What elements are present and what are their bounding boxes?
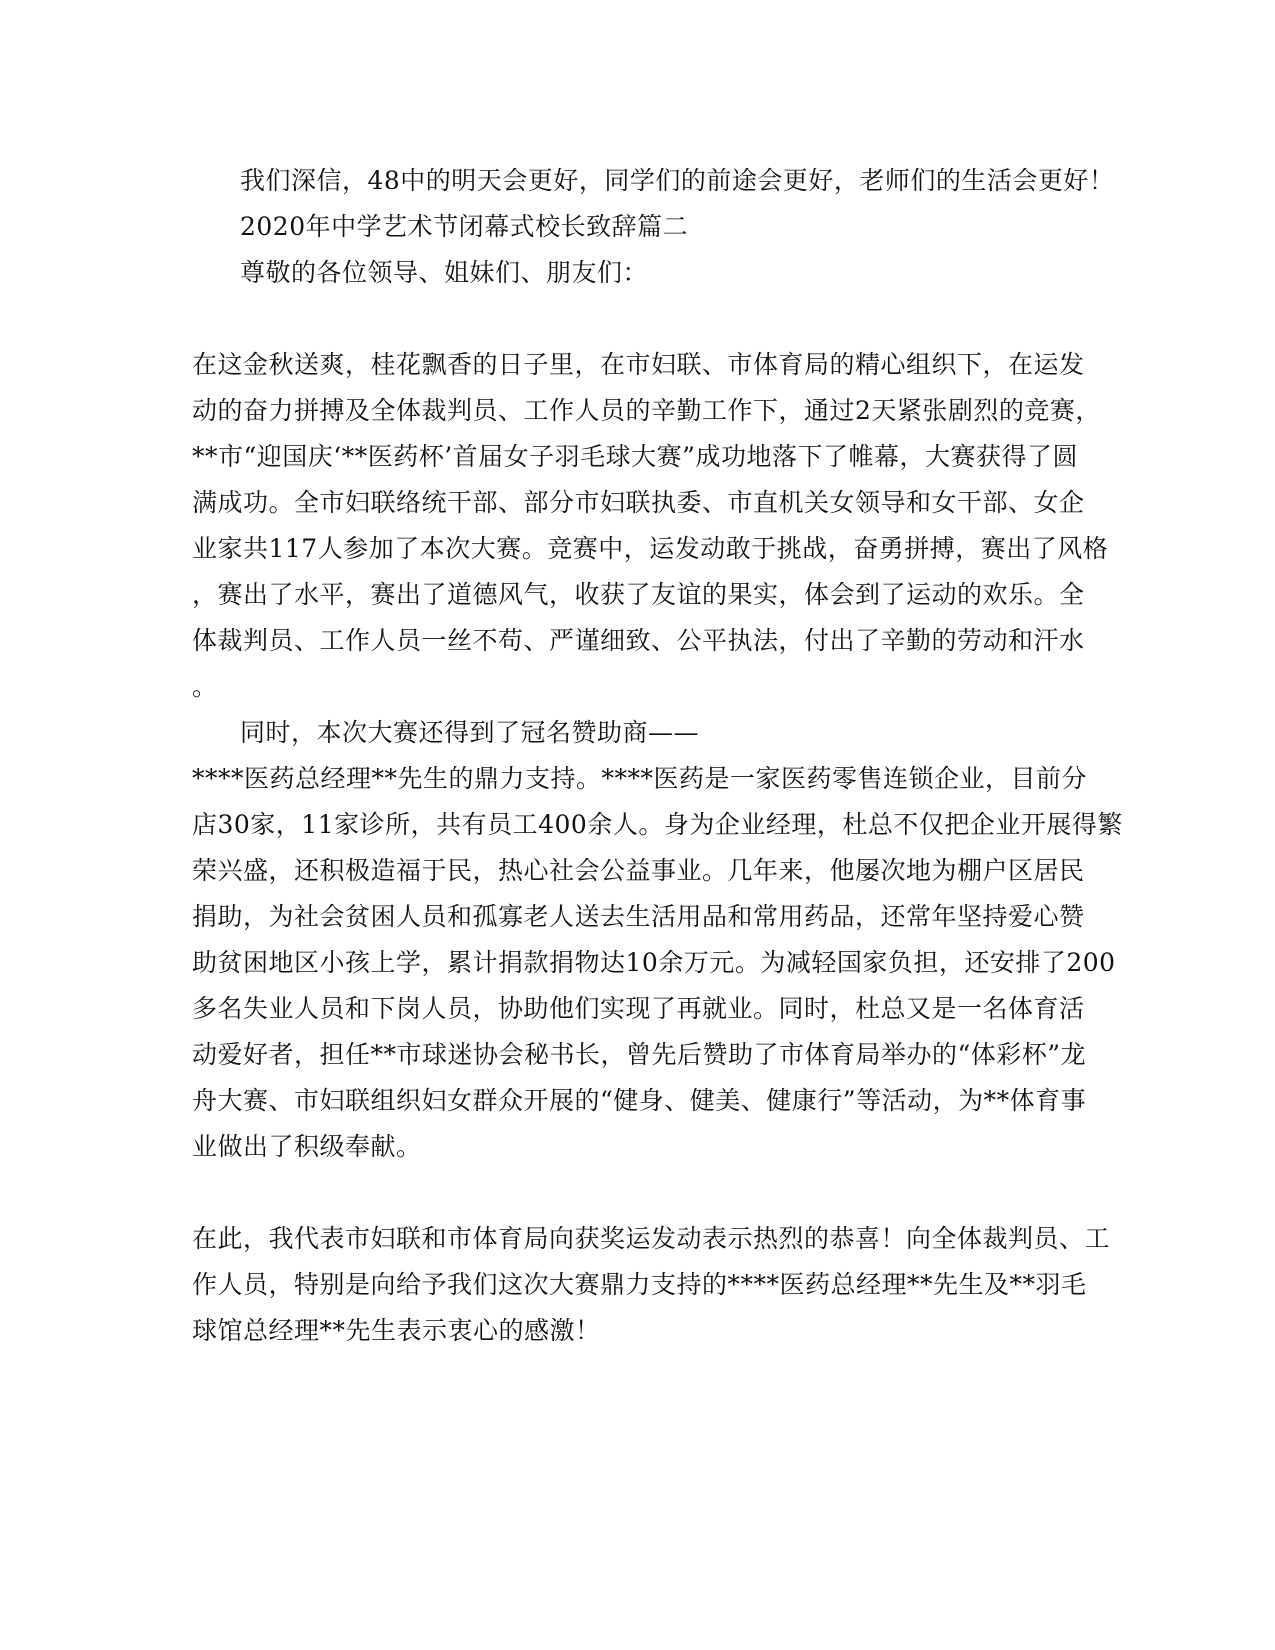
paragraph-2-line: 动爱好者，担任**市球迷协会秘书长，曾先后赞助了市体育局举办的“体彩杯”龙 xyxy=(192,1040,1087,1069)
section-heading: 2020年中学艺术节闭幕式校长致辞篇二 xyxy=(240,212,689,241)
paragraph-2-line: 店30家，11家诊所，共有员工400余人。身为企业经理，杜总不仅把企业开展得繁 xyxy=(192,810,1123,839)
paragraph-3-line: 球馆总经理**先生表示衷心的感激！ xyxy=(192,1316,601,1345)
paragraph-1-line: ，赛出了水平，赛出了道德风气，收获了友谊的果实，体会到了运动的欢乐。全 xyxy=(192,580,1085,609)
paragraph-1-line: 业家共117人参加了本次大赛。竞赛中，运发动敢于挑战，奋勇拼搏，赛出了风格 xyxy=(192,534,1109,563)
paragraph-1-line: 体裁判员、工作人员一丝不苟、严谨细致、公平执法，付出了辛勤的劳动和汗水 xyxy=(192,626,1085,655)
paragraph-3-line: 作人员，特别是向给予我们这次大赛鼎力支持的****医药总经理**先生及**羽毛 xyxy=(192,1270,1087,1299)
paragraph-2-first-line: 同时，本次大赛还得到了冠名赞助商—— xyxy=(240,718,700,747)
paragraph-3-line: 在此，我代表市妇联和市体育局向获奖运发动表示热烈的恭喜！向全体裁判员、工 xyxy=(192,1224,1111,1253)
paragraph-2-line: ****医药总经理**先生的鼎力支持。****医药是一家医药零售连锁企业，目前分 xyxy=(192,764,1088,793)
paragraph-2-line: 舟大赛、市妇联组织妇女群众开展的“健身、健美、健康行”等活动，为**体育事 xyxy=(192,1086,1087,1115)
paragraph-1-line: 在这金秋送爽，桂花飘香的日子里，在市妇联、市体育局的精心组织下，在运发 xyxy=(192,350,1085,379)
paragraph-2-line: 多名失业人员和下岗人员，协助他们实现了再就业。同时，杜总又是一名体育活 xyxy=(192,994,1085,1023)
paragraph-1-line: 。 xyxy=(192,672,218,701)
closing-sentence: 我们深信，48中的明天会更好，同学们的前途会更好，老师们的生活会更好！ xyxy=(240,166,1115,195)
paragraph-1-line: 满成功。全市妇联络统干部、部分市妇联执委、市直机关女领导和女干部、女企 xyxy=(192,488,1085,517)
paragraph-2-line: 业做出了积级奉献。 xyxy=(192,1132,422,1161)
paragraph-2-line: 荣兴盛，还积极造福于民，热心社会公益事业。几年来，他屡次地为棚户区居民 xyxy=(192,856,1085,885)
paragraph-2-line: 捐助，为社会贫困人员和孤寡老人送去生活用品和常用药品，还常年坚持爱心赞 xyxy=(192,902,1085,931)
paragraph-1-line: **市“迎国庆‘**医药杯’首届女子羽毛球大赛”成功地落下了帷幕，大赛获得了圆 xyxy=(192,442,1078,471)
paragraph-2-line: 助贫困地区小孩上学，累计捐款捐物达10余万元。为减轻国家负担，还安排了200 xyxy=(192,948,1116,977)
salutation: 尊敬的各位领导、姐妹们、朋友们： xyxy=(240,258,649,287)
paragraph-1-line: 动的奋力拼搏及全体裁判员、工作人员的辛勤工作下，通过2天紧张剧烈的竞赛， xyxy=(192,396,1101,425)
